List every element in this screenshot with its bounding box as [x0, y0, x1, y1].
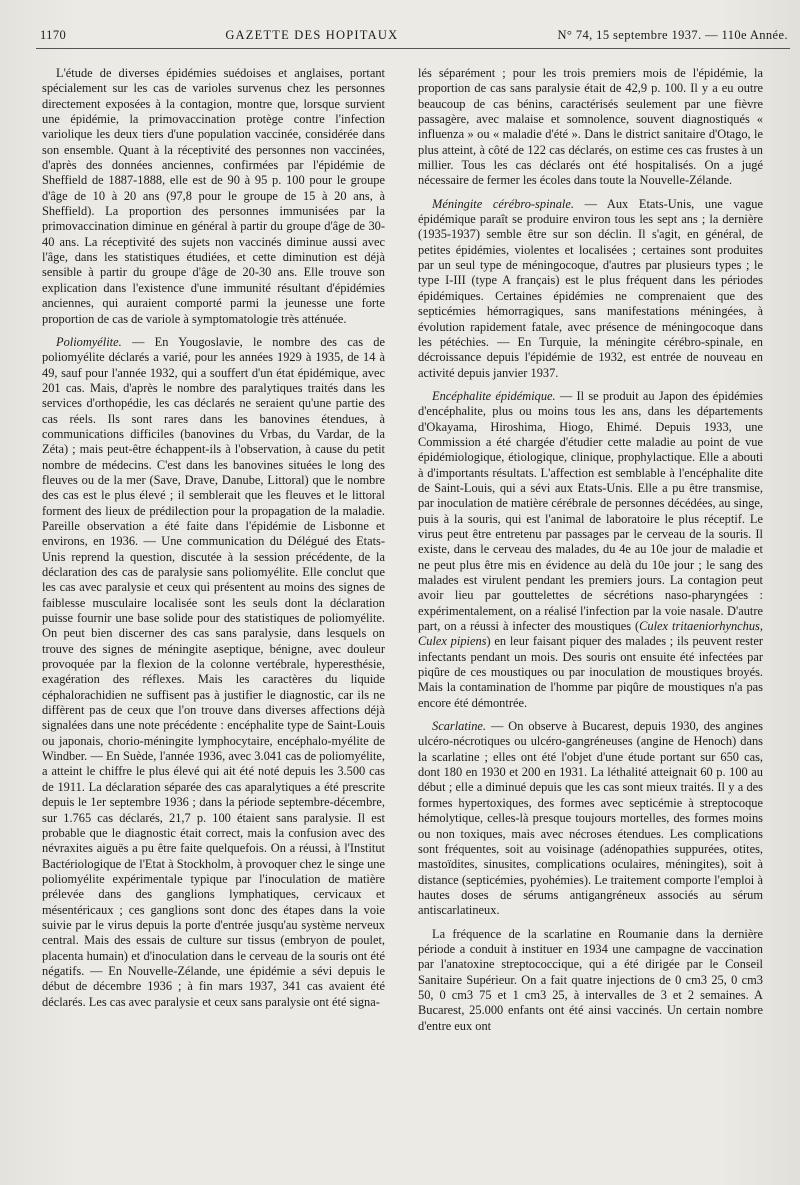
variole-paragraph: L'étude de diverses épidémies suédoises et anglaises, portant spécialement sur les cas de varioles survenus chez les personnes directement exposées à la contagion, montre que, lorsque survient une épidémie, la primovaccination protège contre l'infection variolique les deux tiers d'une population vaccinée, considérée dans son ensemble. Quant à la réceptivité des personnes non vaccinées, d'après des données anciennes, confirmées par l'épidémie de Sheffield de 1887-1888, elle est de 90 à 95 p. 100 pour le groupe d'âge de 10 à 20 ans (97,8 pour le groupe de 15 à 20 ans, à Sheffield). La proportion des personnes immunisées par la primovaccination diminue en général à partir du groupe d'âge de 30-40 ans. La réceptivité des sujets non vaccinés diminue aussi avec l'âge, dans les statistiques étudiées, et cette diminution est déjà sensible à partir du groupe d'âge de 20-30 ans. Elle trouve son explication dans l'existence d'une immunité résultant d'épidémies anciennes, qui auraient comporté parmi la jeunesse une forte proportion de cas de variole à symptomatologie très atténuée. [42, 66, 385, 326]
encephalite-text-a: — Il se produit au Japon des épidémies d'encéphalite, plus ou moins tous les ans, dans les départements d'Okayama, Hiroshima, Hiogo, Ehimé. Depuis 1933, une Commission a été chargée d'étudier cette maladie au point de vue épidémiologique, étiologique, clinique, prophylactique. Elle a abouti à d'importants résultats. L'affection est semblable à l'encéphalite dite de Saint-Louis, qui a sévi aux Etats-Unis. Elle a pu être transmise, par inoculation de matière cérébrale de personnes décédées, au singe, puis à la souris, qui est l'animal de laboratoire le plus réceptif. Le virus peut être entretenu par passages par le cerveau de la souris. Il existe, dans le cerveau des malades, du 4e au 10e jour de maladie et ne peut plus être mis en évidence au delà du 10e jour ; le sang des malades est virulent pendant les premiers jours. La contagion peut avoir lieu par gouttelettes de sécrétions naso-pharyngées : expérimentalement, on a réalisé l'infection par la voie nasale. D'autre part, on a réussi à infecter des moustiques ( [418, 388, 763, 634]
header-rule [36, 48, 790, 49]
scarlatine-paragraph [418, 719, 763, 918]
section-title-poliomyelite: Poliomyélite. [56, 334, 122, 349]
encephalite-paragraph [418, 389, 763, 711]
roumanie-paragraph: La fréquence de la scarlatine en Roumanie dans la dernière période a conduit à instituer en 1934 une campagne de vaccination par l'anatoxine streptococcique, qui a été dirigée par le Conseil Sanitaire Supérieur. On a fait quatre injections de 0 cm3 25, 0 cm3 50, 0 cm3 75 et 1 cm3 25, à intervalles de 3 et 2 semaines. A Bucarest, 25.000 enfants ont été ainsi vaccinés. Un certain nombre d'entre eux ont [418, 926, 763, 1033]
page-header [40, 28, 788, 43]
meningite-text: — Aux Etats-Unis, une vague épidémique paraît se produire environ tous les sept ans ; la dernière (1935-1937) semble être sur son déclin. Il s'agit, en général, de petites épidémies, violentes et localisées ; certaines sont produites par un seul type de méningocoque, d'autres par plusieurs types ; le type I-III (type A français) est le plus fréquent dans les périodes épidémiques. Certaines épidémies ne comprenaient que des septicémies hémorragiques, sans manifestations méningées, à évolution rapidement fatale, avec présence de méningocoque dans les pétéchies. — En Turquie, la méningite cérébro-spinale, en décroissance depuis l'épidémie de 1932, est entrée de nouveau en activité depuis janvier 1937. [418, 196, 763, 380]
left-column [42, 66, 385, 1018]
culex-species: Culex tritaeniorhynchus, Culex pipiens [418, 619, 763, 649]
journal-title: GAZETTE DES HOPITAUX [225, 28, 399, 42]
encephalite-text-b: ) en leur faisant piquer des malades ; ils peuvent rester infectants pendant un mois. Des souris ont ensuite été infectées par piqûre de ces moustiques ou par inoculation de moustiques broyés. Mais la contamination de l'homme par piqûre de moustiques n'a pas encore été démontrée. [418, 634, 764, 710]
page-number: 1170 [40, 28, 67, 42]
poliomyelite-text: — En Yougoslavie, le nombre des cas de poliomyélite déclarés a varié, pour les années 1929 à 1935, de 14 à 49, sauf pour l'année 1932, qui a souffert d'un état épidémique, avec 201 cas. Mais, d'après le nombre des paralytiques traités dans les services d'orthopédie, les cas déclarés ne seraient qu'une partie des cas réels. Ils sont rares dans les banovines étendues, à communications difficiles (banovines du Vrbas, du Vardar, de la Zéta) ; mais peut-être échappent-ils à l'observation, à cause du petit nombre de médecins. C'est dans les banovines situées le long des fleuves ou de la mer (Save, Drave, Danube, Littoral) que le nombre des cas est le plus élevé ; il semblerait que les fleuves et le littoral forment des lieux de prédilection pour la propagation de la maladie. Pareille observation a été faite dans l'épidémie de Lisbonne et environs, en 1936. — Une communication du Délégué des Etats-Unis reprend la question, discutée à la session précédente, de la déclaration des cas de paralysie sans poliomyélite. Elle conclut que les cas avec paralysie et ceux qui présentent au moins des signes de faiblesse musculaire localisée sont les seuls dont la déclaration puisse fournir une base solide pour des statistiques de poliomyélite. On peut bien discerner des cas sans paralysie, dans lesquels on trouve des signes de méningite aseptique, bénigne, avec douleur provoquée par la flexion de la colonne vertébrale, hyperesthésie, exagération des réflexes. Mais les caractères du liquide céphalorachidien ne suffisent pas à justifier le diagnostic, car ils ne diffèrent pas de ceux que l'on trouve dans diverses affections déjà signalées dans une note précédente : encéphalite type de Saint-Louis ou japonais, chorio-méningite lymphocytaire, encéphalo-myélite de Windber. — En Suède, l'année 1936, avec 3.041 cas de poliomyélite, a atteint le chiffre le plus élevé qui ait été noté depuis les 3.500 cas de 1911. La déclaration séparée des cas aparalytiques a été prescrite depuis le 1er septembre 1936 ; dans la période septembre-décembre, sur 1.765 cas déclarés, 21,7 p. 100 étaient sans paralysie. Il est probable que le diagnostic était correct, mais la confusion avec des névraxites aiguës a pu être faite quelquefois. On a réussi, à l'Institut Bactériologique de l'Etat à Stockholm, à provoquer chez le singe une poliomyélite expérimentale typique par l'inoculation de matière prélevée dans des ganglions lymphatiques, cervicaux et mésentéricaux ; ces ganglions sont donc des étapes dans la voie suivie par le virus depuis la porte d'entrée jusqu'au système nerveux central. Mais des essais de culture sur tissus (embryon de poulet, placenta humain) et d'inoculation dans le cerveau de la souris ont été négatifs. — En Nouvelle-Zélande, une épidémie a sévi depuis le début de décembre 1936 ; à fin mars 1937, 341 cas avaient été déclarés. Les cas avec paralysie et ceux sans paralysie ont été signa- [42, 334, 385, 1009]
meningite-paragraph [418, 197, 763, 381]
scarlatine-text: — On observe à Bucarest, depuis 1930, des angines ulcéro-nécrotiques ou ulcéro-gangréneuses (angine de Henoch) dans la scarlatine ; elles ont été l'objet d'une étude portant sur 650 cas, dont 180 en 1930 et 200 en 1931. La léthalité atteignait 60 p. 100 au début ; elle a diminué depuis que les cas sont mieux traités. Il y a des formes hypertoxiques, des formes avec septicémie à streptocoque hémolytique, celles-là presque toujours mortelles, des formes moins ou non toxiques, mais avec nécroses étendues. Les complications sont fréquentes, soit au voisinage (adénopathies suppurées, otites, mastoïdites, sinusites, complications oculaires, méningites), soit à distance (septicémies, pyohémies). Le traitement comporte l'emploi à hautes doses de sérums antigangréneux associés au sérum antiscarlatineux. [418, 719, 763, 918]
issue-info: N° 74, 15 septembre 1937. — 110e Année. [557, 28, 788, 42]
section-title-meningite: Méningite cérébro-spinale. [432, 196, 574, 211]
continuation-paragraph: lés séparément ; pour les trois premiers mois de l'épidémie, la proportion de cas sans paralysie était de 42,9 p. 100. Il y a eu outre beaucoup de cas bénins, caractérisés seulement par une fièvre passagère, avec malaise et somnolence, souvent diagnostiqués « influenza » ou « maladie d'été ». Dans le district sanitaire d'Otago, le plus atteint, à côté de 122 cas déclarés, on estime ces cas frustes à un millier. Tous les cas déclarés ont été hospitalisés. On a jugé nécessaire de fermer les écoles dans toute la Nouvelle-Zélande. [418, 66, 763, 188]
section-title-scarlatine: Scarlatine. [432, 719, 487, 734]
section-title-encephalite: Encéphalite épidémique. [432, 388, 556, 403]
poliomyelite-paragraph [42, 335, 385, 1010]
right-column [418, 66, 763, 1042]
